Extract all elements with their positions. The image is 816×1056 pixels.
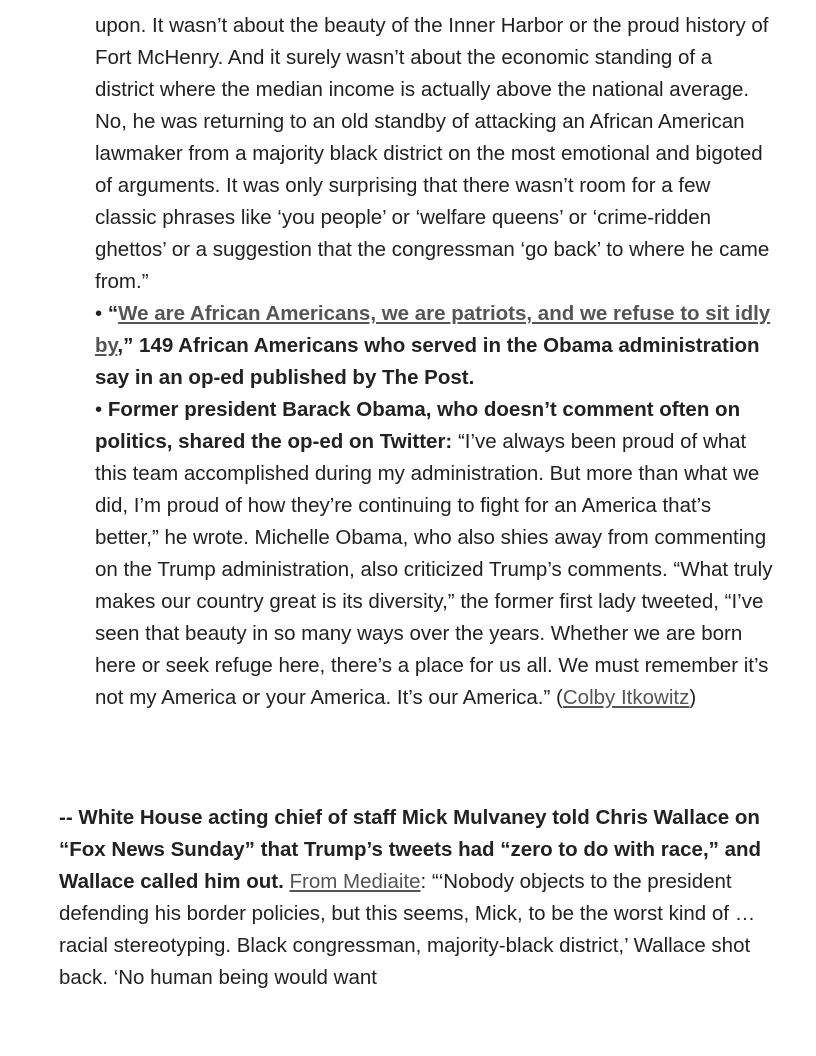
close-paren: ) [689, 686, 697, 709]
article-body [0, 10, 816, 994]
bullet-icon: • [95, 302, 103, 325]
bullet-text: ,” 149 African Americans who served in the Obama administration say in an op-ed published by The Post. [95, 334, 760, 389]
section-paragraph [59, 802, 779, 994]
bullet-icon: • [95, 398, 103, 421]
section-spacer [0, 714, 816, 778]
open-quote: “ [107, 302, 119, 325]
bullet-item-op-ed [95, 298, 775, 394]
quote-block [0, 10, 775, 714]
op-ed-link[interactable]: We are African Americans, we are patriots, and we refuse to sit idly by [95, 302, 771, 357]
section-text: : “‘Nobody objects to the president defending his border policies, but this seems, Mick, to be the worst kind of … racial stereotyping. Black congressman, majority-black district,’ Wallace shot back. ‘No human being would want [59, 870, 756, 989]
section-mulvaney [0, 802, 779, 994]
quote-paragraph: upon. It wasn’t about the beauty of the Inner Harbor or the proud history of Fort McHenry. And it surely wasn’t about the economic standing of a district where the median income is actually above the national average. No, he was returning to an old standby of attacking an African American lawmaker from a majority black district on the most emotional and bigoted of arguments. It was only surprising that there wasn’t room for a few classic phrases like ‘you people’ or ‘welfare queens’ or ‘crime-ridden ghettos’ or a suggestion that the congressman ‘go back’ to where he came from.” [95, 14, 770, 293]
mediaite-link[interactable]: From Mediaite [289, 870, 421, 893]
bullet-text: “I’ve always been proud of what this team accomplished during my administration. But more than what we did, I’m proud of how they’re continuing to fight for an America that’s better,” he wrote. Michelle Obama, who also shies away from commenting on the Trump administration, also criticized Trump’s comments. “What truly makes our country great is its diversity,” the former first lady tweeted, “I’ve seen that beauty in so many ways over the years. Whether we are born here or seek refuge here, there’s a place for us all. We must remember it’s not my America or your America. It’s our America.” ( [95, 430, 773, 709]
byline-link[interactable]: Colby Itkowitz [562, 686, 690, 709]
bullet-item-obama [95, 394, 775, 714]
section-lead: -- White House acting chief of staff Mick Mulvaney told Chris Wallace on “Fox News Sunday” that Trump’s tweets had “zero to do with race,” and Wallace called him out. [59, 806, 762, 893]
bullet-lead: Former president Barack Obama, who doesn’t comment often on politics, shared the op-ed on Twitter: [95, 398, 741, 453]
